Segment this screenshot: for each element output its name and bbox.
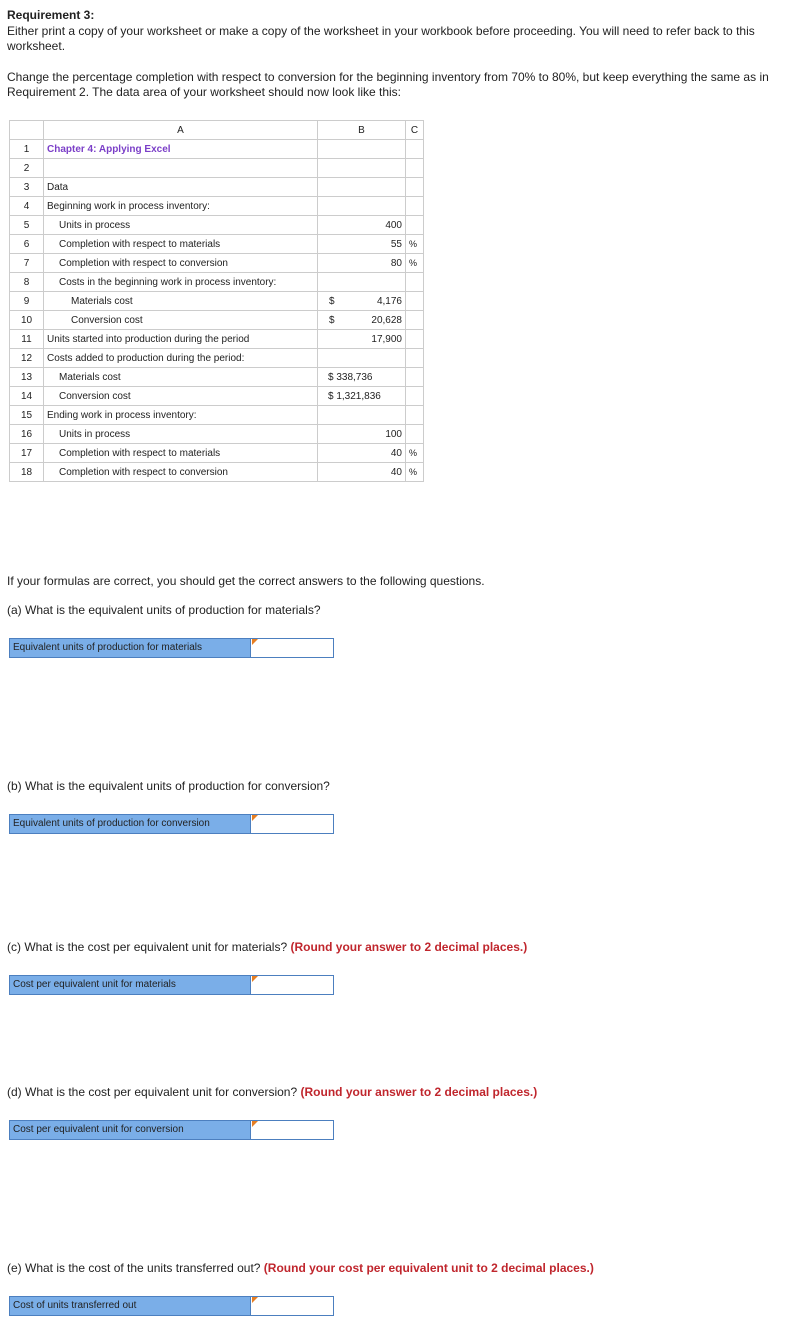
beginning-materials-completion-value: 55 bbox=[318, 235, 406, 254]
row-number: 10 bbox=[10, 311, 44, 330]
question-a-text: (a) What is the equivalent units of production for materials? bbox=[7, 603, 321, 617]
question-e bbox=[7, 1261, 594, 1275]
sheet-title: Chapter 4: Applying Excel bbox=[44, 140, 318, 159]
questions-intro: If your formulas are correct, you should get the correct answers to the following questions. bbox=[7, 574, 485, 588]
cell-b2 bbox=[318, 159, 406, 178]
flag-icon bbox=[252, 639, 258, 645]
ending-wip-label: Ending work in process inventory: bbox=[44, 406, 318, 425]
costs-beginning-label: Costs in the beginning work in process inventory: bbox=[59, 276, 277, 288]
question-d-note: (Round your answer to 2 decimal places.) bbox=[300, 1085, 538, 1099]
beginning-materials-completion-label: Completion with respect to materials bbox=[59, 238, 221, 250]
cell-c12 bbox=[406, 349, 424, 368]
cell-c14 bbox=[406, 387, 424, 406]
row-number: 1 bbox=[10, 140, 44, 159]
row-number: 15 bbox=[10, 406, 44, 425]
beginning-units-label: Units in process bbox=[59, 219, 131, 231]
cell-c4 bbox=[406, 197, 424, 216]
question-c bbox=[7, 940, 527, 954]
data-label: Data bbox=[44, 178, 318, 197]
costs-added-label: Costs added to production during the period: bbox=[44, 349, 318, 368]
added-conversion-cost-label: Conversion cost bbox=[59, 390, 131, 402]
answer-row-a bbox=[9, 638, 334, 658]
cell-c5 bbox=[406, 216, 424, 235]
cell-c11 bbox=[406, 330, 424, 349]
dollar-sign: $ bbox=[329, 295, 335, 307]
answer-input-a[interactable] bbox=[251, 638, 334, 658]
percent-sign: % bbox=[406, 235, 424, 254]
answer-row-b bbox=[9, 814, 334, 834]
cell-c3 bbox=[406, 178, 424, 197]
cell-b8 bbox=[318, 273, 406, 292]
column-header-c: C bbox=[406, 121, 424, 140]
answer-row-d bbox=[9, 1120, 334, 1140]
row-number: 2 bbox=[10, 159, 44, 178]
answer-input-e[interactable] bbox=[251, 1296, 334, 1316]
cell-c1 bbox=[406, 140, 424, 159]
answer-label-e: Cost of units transferred out bbox=[9, 1296, 251, 1316]
added-materials-cost-value: $ 338,736 bbox=[318, 368, 406, 387]
cell-c8 bbox=[406, 273, 424, 292]
column-header-a: A bbox=[44, 121, 318, 140]
instructions-paragraph-2: Change the percentage completion with respect to conversion for the beginning inventory from 70% to 80%, but keep everything the same as in Requirement 2. The data area of your worksheet should now look like this: bbox=[7, 70, 769, 99]
row-number: 7 bbox=[10, 254, 44, 273]
flag-icon bbox=[252, 815, 258, 821]
flag-icon bbox=[252, 1297, 258, 1303]
question-d bbox=[7, 1085, 537, 1099]
answer-label-b: Equivalent units of production for conversion bbox=[9, 814, 251, 834]
beginning-wip-label: Beginning work in process inventory: bbox=[44, 197, 318, 216]
cell-b4 bbox=[318, 197, 406, 216]
cell-b15 bbox=[318, 406, 406, 425]
answer-row-c bbox=[9, 975, 334, 995]
ending-units-value: 100 bbox=[318, 425, 406, 444]
percent-sign: % bbox=[406, 444, 424, 463]
question-e-text: (e) What is the cost of the units transferred out? bbox=[7, 1261, 261, 1275]
question-d-text: (d) What is the cost per equivalent unit for conversion? bbox=[7, 1085, 298, 1099]
percent-sign: % bbox=[406, 463, 424, 482]
question-c-text: (c) What is the cost per equivalent unit for materials? bbox=[7, 940, 288, 954]
dollar-sign: $ bbox=[329, 314, 335, 326]
question-b bbox=[7, 779, 330, 793]
ending-materials-completion-value: 40 bbox=[318, 444, 406, 463]
instructions-paragraph-1: Either print a copy of your worksheet or make a copy of the worksheet in your workbook before proceeding. You will need to refer back to this worksheet. bbox=[7, 24, 755, 53]
ending-units-label: Units in process bbox=[59, 428, 131, 440]
beginning-conversion-cost-value: 20,628 bbox=[371, 314, 402, 326]
worksheet-table bbox=[9, 120, 424, 482]
cell-b12 bbox=[318, 349, 406, 368]
answer-input-b[interactable] bbox=[251, 814, 334, 834]
row-number: 9 bbox=[10, 292, 44, 311]
cell-c16 bbox=[406, 425, 424, 444]
units-started-value: 17,900 bbox=[318, 330, 406, 349]
answer-label-d: Cost per equivalent unit for conversion bbox=[9, 1120, 251, 1140]
row-number: 14 bbox=[10, 387, 44, 406]
ending-conversion-completion-label: Completion with respect to conversion bbox=[59, 466, 228, 478]
question-b-text: (b) What is the equivalent units of production for conversion? bbox=[7, 779, 330, 793]
row-number: 8 bbox=[10, 273, 44, 292]
row-number: 17 bbox=[10, 444, 44, 463]
cell-c13 bbox=[406, 368, 424, 387]
requirement-title: Requirement 3: bbox=[7, 8, 95, 22]
column-header-b: B bbox=[318, 121, 406, 140]
row-number: 5 bbox=[10, 216, 44, 235]
cell-b3 bbox=[318, 178, 406, 197]
row-number: 3 bbox=[10, 178, 44, 197]
corner-cell bbox=[10, 121, 44, 140]
question-e-note: (Round your cost per equivalent unit to 2 decimal places.) bbox=[263, 1261, 594, 1275]
percent-sign: % bbox=[406, 254, 424, 273]
cell-b1 bbox=[318, 140, 406, 159]
answer-label-c: Cost per equivalent unit for materials bbox=[9, 975, 251, 995]
beginning-conversion-cost-label: Conversion cost bbox=[71, 314, 143, 326]
row-number: 11 bbox=[10, 330, 44, 349]
units-started-label: Units started into production during the period bbox=[44, 330, 318, 349]
flag-icon bbox=[252, 1121, 258, 1127]
row-number: 6 bbox=[10, 235, 44, 254]
answer-input-d[interactable] bbox=[251, 1120, 334, 1140]
answer-label-a: Equivalent units of production for materials bbox=[9, 638, 251, 658]
cell-c2 bbox=[406, 159, 424, 178]
cell-c10 bbox=[406, 311, 424, 330]
row-number: 4 bbox=[10, 197, 44, 216]
added-conversion-cost-value: $ 1,321,836 bbox=[318, 387, 406, 406]
row-number: 13 bbox=[10, 368, 44, 387]
beginning-conversion-completion-label: Completion with respect to conversion bbox=[59, 257, 228, 269]
cell-c15 bbox=[406, 406, 424, 425]
cell-c9 bbox=[406, 292, 424, 311]
row-number: 18 bbox=[10, 463, 44, 482]
beginning-materials-cost-label: Materials cost bbox=[71, 295, 133, 307]
ending-materials-completion-label: Completion with respect to materials bbox=[59, 447, 221, 459]
added-materials-cost-label: Materials cost bbox=[59, 371, 121, 383]
beginning-conversion-completion-value: 80 bbox=[318, 254, 406, 273]
cell-a2 bbox=[44, 159, 318, 178]
flag-icon bbox=[252, 976, 258, 982]
question-c-note: (Round your answer to 2 decimal places.) bbox=[290, 940, 528, 954]
beginning-units-value: 400 bbox=[318, 216, 406, 235]
row-number: 12 bbox=[10, 349, 44, 368]
question-a bbox=[7, 603, 321, 617]
beginning-materials-cost-value: 4,176 bbox=[376, 295, 402, 307]
row-number: 16 bbox=[10, 425, 44, 444]
answer-row-e bbox=[9, 1296, 334, 1316]
answer-input-c[interactable] bbox=[251, 975, 334, 995]
ending-conversion-completion-value: 40 bbox=[318, 463, 406, 482]
